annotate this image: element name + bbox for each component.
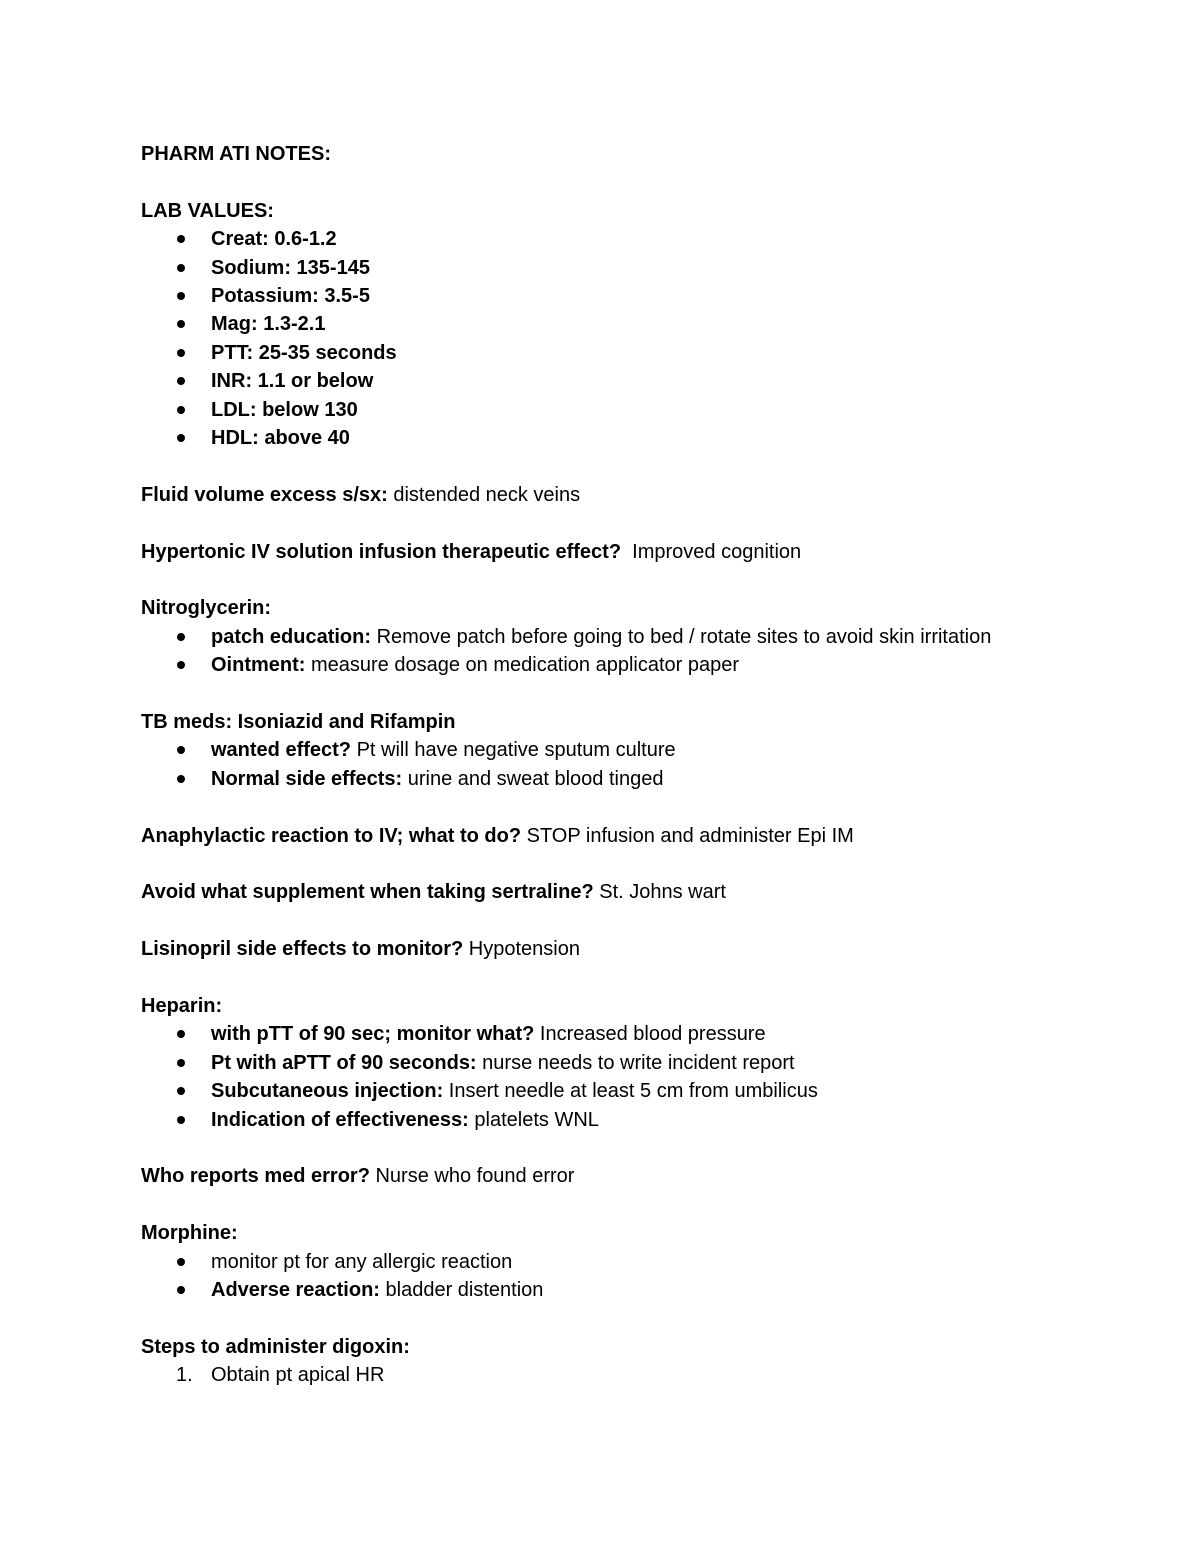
document-page	[141, 140, 1131, 1390]
bullet-icon	[177, 1087, 185, 1095]
bullet-icon	[177, 1030, 185, 1038]
hypertonic-note	[141, 538, 1131, 566]
anaphylactic-note	[141, 822, 1131, 850]
list-item: Mag: 1.3-2.1	[141, 310, 1131, 338]
note-value: Improved cognition	[621, 540, 802, 563]
list-item: INR: 1.1 or below	[141, 367, 1131, 395]
bullet-icon	[177, 775, 185, 783]
list-item: monitor pt for any allergic reaction	[141, 1248, 1131, 1276]
bullet-icon	[177, 406, 185, 414]
list-item: HDL: above 40	[141, 424, 1131, 452]
note-value: St. Johns wart	[593, 881, 726, 904]
list-item: patch education: Remove patch before going to bed / rotate sites to avoid skin irritation	[141, 623, 1131, 651]
list-item: wanted effect? Pt will have negative sputum culture	[141, 736, 1131, 764]
bullet-icon	[177, 1116, 185, 1124]
bullet-icon	[177, 633, 185, 641]
document-title: PHARM ATI NOTES:	[141, 143, 331, 165]
sertraline-note	[141, 878, 1131, 906]
lab-values-heading: LAB VALUES:	[141, 199, 274, 222]
note-label: Avoid what supplement when taking sertraline?	[141, 881, 594, 904]
bullet-icon	[177, 434, 185, 442]
list-item: Subcutaneous injection: Insert needle at least 5 cm from umbilicus	[141, 1077, 1131, 1105]
step-number: 1.	[176, 1364, 193, 1387]
note-label: Hypertonic IV solution infusion therapeutic effect?	[141, 540, 622, 563]
list-item: PTT: 25-35 seconds	[141, 339, 1131, 367]
note-value: Hypotension	[463, 938, 580, 961]
note-value: STOP infusion and administer Epi IM	[521, 824, 854, 847]
note-label: Fluid volume excess s/sx:	[141, 483, 388, 506]
bullet-icon	[177, 1258, 185, 1266]
digoxin-steps	[141, 1361, 1131, 1389]
bullet-icon	[177, 292, 185, 300]
morphine-list	[141, 1248, 1131, 1305]
bullet-icon	[177, 746, 185, 754]
list-item: Indication of effectiveness: platelets WNL	[141, 1106, 1131, 1134]
step-text: Obtain pt apical HR	[211, 1364, 385, 1387]
list-item: LDL: below 130	[141, 396, 1131, 424]
list-item: Pt with aPTT of 90 seconds: nurse needs to write incident report	[141, 1049, 1131, 1077]
bullet-icon	[177, 235, 185, 243]
bullet-icon	[177, 1286, 185, 1294]
bullet-icon	[177, 1059, 185, 1067]
note-label: Lisinopril side effects to monitor?	[141, 938, 464, 961]
bullet-icon	[177, 377, 185, 385]
nitroglycerin-list	[141, 623, 1131, 680]
note-value: distended neck veins	[387, 483, 581, 506]
list-item: Normal side effects: urine and sweat blood tinged	[141, 765, 1131, 793]
lab-values-list	[141, 225, 1131, 452]
list-item	[141, 1361, 1131, 1389]
heparin-list	[141, 1020, 1131, 1134]
tb-meds-heading: TB meds: Isoniazid and Rifampin	[141, 711, 456, 734]
list-item: Potassium: 3.5-5	[141, 282, 1131, 310]
bullet-icon	[177, 661, 185, 669]
fluid-volume-note	[141, 481, 1131, 509]
note-label: Who reports med error?	[141, 1165, 370, 1188]
list-item: Creat: 0.6-1.2	[141, 225, 1131, 253]
med-error-note	[141, 1162, 1131, 1190]
bullet-icon	[177, 264, 185, 272]
bullet-icon	[177, 349, 185, 357]
morphine-heading: Morphine:	[141, 1222, 238, 1245]
bullet-icon	[177, 320, 185, 328]
nitroglycerin-heading: Nitroglycerin:	[141, 597, 272, 620]
tb-meds-list	[141, 736, 1131, 793]
heparin-heading: Heparin:	[141, 995, 223, 1018]
note-value: Nurse who found error	[369, 1165, 575, 1188]
digoxin-heading: Steps to administer digoxin:	[141, 1335, 410, 1358]
list-item: Sodium: 135-145	[141, 254, 1131, 282]
list-item: with pTT of 90 sec; monitor what? Increased blood pressure	[141, 1020, 1131, 1048]
lisinopril-note	[141, 935, 1131, 963]
note-label: Anaphylactic reaction to IV; what to do?	[141, 824, 522, 847]
list-item: Ointment: measure dosage on medication applicator paper	[141, 651, 1131, 679]
list-item: Adverse reaction: bladder distention	[141, 1276, 1131, 1304]
